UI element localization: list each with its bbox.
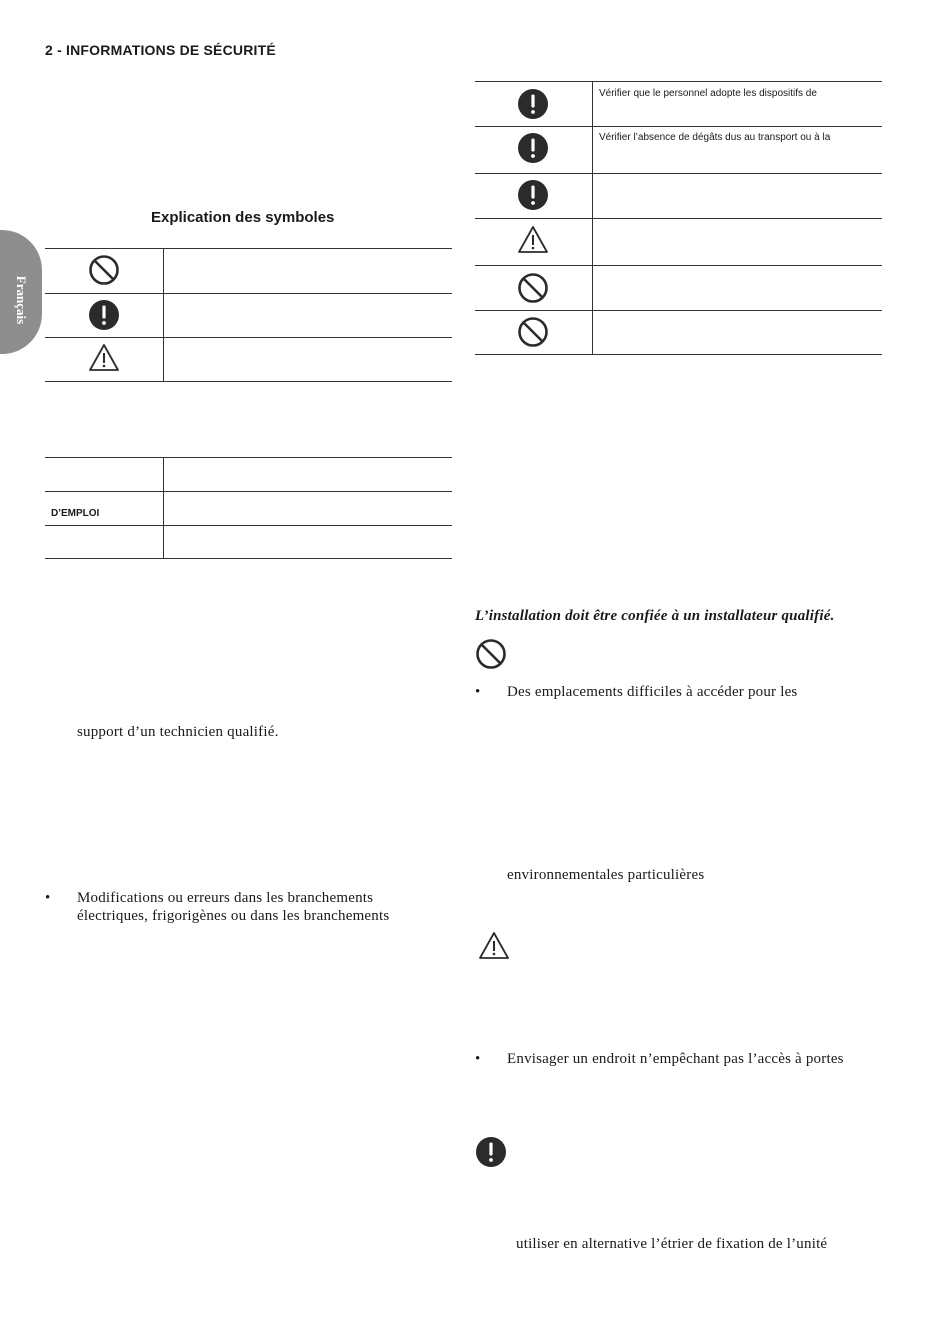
mandatory-icon bbox=[475, 1136, 507, 1168]
prohibition-icon bbox=[517, 316, 549, 348]
mandatory-icon bbox=[517, 179, 549, 211]
bracket-text: utiliser en alternative l’étrier de fixation de l’unité bbox=[516, 1236, 828, 1252]
mandatory-icon bbox=[517, 132, 549, 164]
right-row-text: Vérifier l’absence de dégâts dus au transport ou à la bbox=[599, 132, 831, 143]
prohibition-icon bbox=[475, 638, 507, 670]
right-row-text: Vérifier que le personnel adopte les dispositifs de bbox=[599, 88, 817, 99]
section-title: 2 - INFORMATIONS DE SÉCURITÉ bbox=[45, 42, 276, 58]
bullet: • bbox=[475, 1051, 481, 1067]
support-text: support d’un technicien qualifié. bbox=[77, 724, 279, 740]
installation-heading: L’installation doit être confiée à un installateur qualifié. bbox=[475, 608, 835, 624]
warning-icon bbox=[478, 930, 510, 962]
environmental-text: environnementales particulières bbox=[507, 867, 705, 883]
prohibition-icon bbox=[88, 254, 120, 286]
modifications-line-1: Modifications ou erreurs dans les branchements bbox=[77, 890, 374, 906]
language-tab-label: Français bbox=[14, 275, 29, 325]
doors-access-text: Envisager un endroit n’empêchant pas l’accès à portes bbox=[507, 1051, 844, 1067]
warning-icon bbox=[517, 224, 549, 256]
difficult-access-text: Des emplacements difficiles à accéder pour les bbox=[507, 684, 798, 700]
bullet: • bbox=[45, 890, 51, 906]
bullet: • bbox=[475, 684, 481, 700]
mandatory-icon bbox=[88, 299, 120, 331]
symbols-heading: Explication des symboles bbox=[151, 209, 335, 226]
prohibition-icon bbox=[517, 272, 549, 304]
warning-icon bbox=[88, 342, 120, 374]
mandatory-icon bbox=[517, 88, 549, 120]
modifications-line-2: électriques, frigorigènes ou dans les branchements bbox=[77, 908, 390, 924]
term-cell: D’EMPLOI bbox=[51, 508, 100, 519]
